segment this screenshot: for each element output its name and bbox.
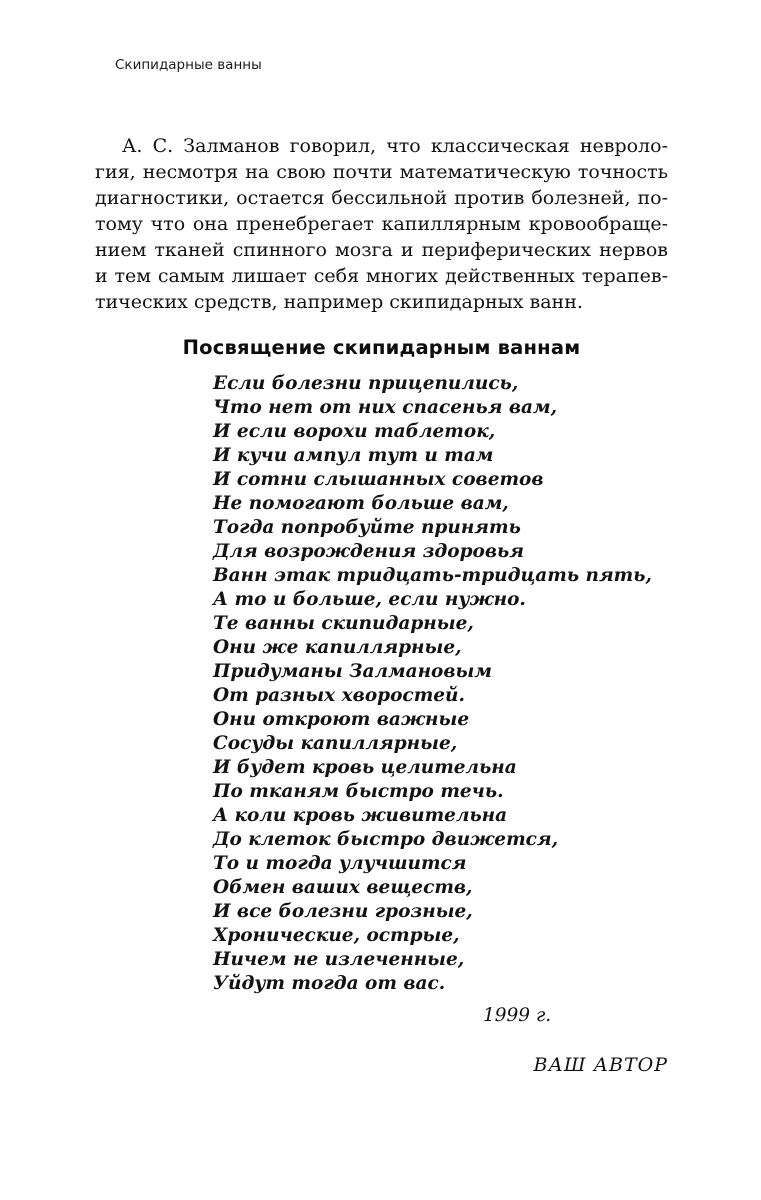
poem-line: Сосуды капиллярные, — [213, 733, 458, 754]
paragraph-line: гия, несмотря на свою почти математическую точность — [95, 161, 668, 183]
poem-line: И кучи ампул тут и там — [213, 445, 494, 466]
poem-line: Ванн этак тридцать-тридцать пять, — [213, 565, 652, 586]
poem-line: Те ванны скипидарные, — [213, 613, 474, 634]
poem-line: Хронические, острые, — [213, 925, 460, 946]
dedication-heading: Посвящение скипидарным ваннам — [182, 336, 581, 359]
poem-line: И сотни слышанных советов — [213, 469, 544, 490]
paragraph-line: и тем самым лишает себя многих действенных терапев- — [95, 265, 668, 287]
poem-line: Тогда попробуйте принять — [213, 517, 521, 538]
author-signature: ВАШ АВТОР — [533, 1054, 668, 1076]
poem-line: А то и больше, если нужно. — [213, 589, 526, 610]
poem-line: Уйдут тогда от вас. — [213, 973, 446, 994]
poem-line: До клеток быстро движется, — [213, 829, 559, 850]
paragraph-line: тических средств, например скипидарных ванн. — [95, 291, 583, 313]
poem-line: Что нет от них спасенья вам, — [213, 397, 558, 418]
paragraph-line: диагностики, остается бессильной против болезней, по- — [95, 187, 668, 209]
poem-line: И все болезни грозные, — [213, 901, 473, 922]
poem-line: Они откроют важные — [213, 709, 470, 730]
paragraph-line: А. С. Залманов говорил, что классическая невроло- — [122, 135, 668, 157]
intro-paragraph — [95, 133, 668, 315]
paragraph-line: нием тканей спинного мозга и периферических нервов — [95, 239, 668, 261]
poem-line: И если ворохи таблеток, — [213, 421, 496, 442]
paragraph-line: тому что она пренебрегает капиллярным кровообраще- — [95, 213, 668, 235]
poem-line: Они же капиллярные, — [213, 637, 462, 658]
poem-line: Если болезни прицепились, — [213, 373, 519, 394]
poem-line: Для возрождения здоровья — [213, 541, 524, 562]
poem-line: А коли кровь живительна — [213, 805, 508, 826]
poem-line: По тканям быстро течь. — [213, 781, 504, 802]
running-header: Скипидарные ванны — [115, 57, 262, 73]
poem-line: Не помогают больше вам, — [213, 493, 509, 514]
poem-line: От разных хворостей. — [213, 685, 465, 706]
dedication-poem — [213, 372, 668, 996]
page-content — [95, 133, 668, 1076]
poem-line: То и тогда улучшится — [213, 853, 467, 874]
poem-line: Ничем не излеченные, — [213, 949, 465, 970]
poem-year: 1999 г. — [483, 1005, 552, 1026]
poem-line: Обмен ваших веществ, — [213, 877, 473, 898]
poem-line: Придуманы Залмановым — [213, 661, 492, 682]
poem-line: И будет кровь целительна — [213, 757, 517, 778]
